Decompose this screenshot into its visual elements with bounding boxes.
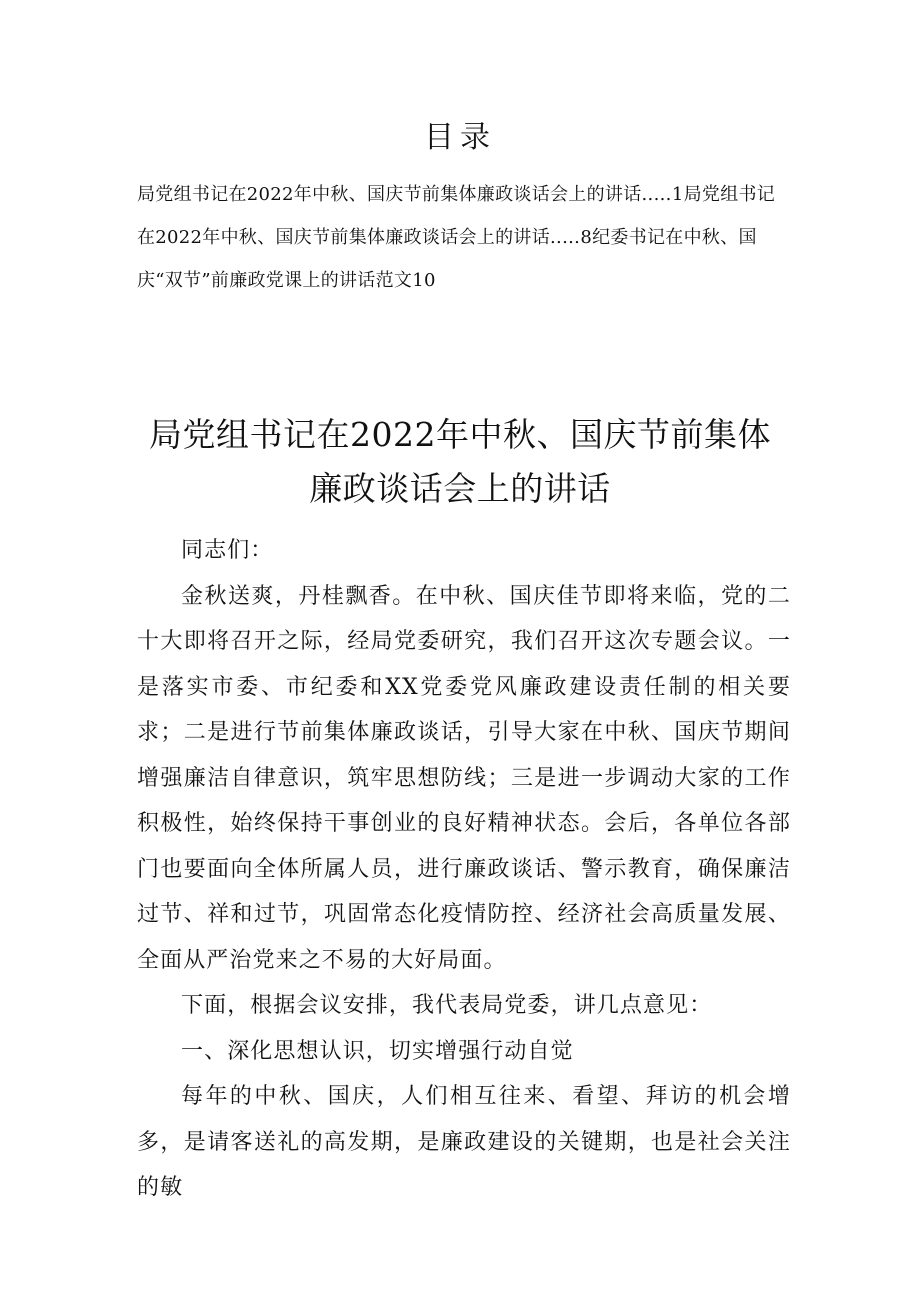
body-paragraph: 每年的中秋、国庆，人们相互往来、看望、拜访的机会增多，是请客送礼的高发期，是廉政建设的关键期，也是社会关注的敏 (137, 1084, 791, 1200)
section-heading: 一、深化思想认识，切实增强行动自觉 (181, 1038, 574, 1064)
document-title (100, 408, 820, 516)
document-title-line: 廉政谈话会上的讲话 (309, 469, 611, 508)
toc-title: 目录 (424, 120, 496, 155)
document-title-line: 局党组书记在2022年中秋、国庆节前集体 (149, 415, 771, 454)
document-body (137, 528, 791, 1211)
salutation: 同志们： (181, 538, 274, 563)
toc-entries: 局党组书记在2022年中秋、国庆节前集体廉政谈话会上的讲话..…1局党组书记在2022年中秋、国庆节前集体廉政谈话会上的讲话..…8纪委书记在中秋、国庆“双节”前廉政党课上的讲话范文10 (137, 184, 776, 291)
body-paragraph: 金秋送爽，丹桂飘香。在中秋、国庆佳节即将来临，党的二十大即将召开之际，经局党委研究，我们召开这次专题会议。一是落实市委、市纪委和XX党委党风廉政建设责任制的相关要求；二是进行节前集体廉政谈话，引导大家在中秋、国庆节期间增强廉洁自律意识，筑牢思想防线；三是进一步调动大家的工作积极性，始终保持干事创业的良好精神状态。会后，各单位各部门也要面向全体所属人员，进行廉政谈话、警示教育，确保廉洁过节、祥和过节，巩固常态化疫情防控、经济社会高质量发展、全面从严治党来之不易的大好局面。 (137, 583, 791, 973)
body-paragraph: 下面，根据会议安排，我代表局党委，讲几点意见： (181, 993, 713, 1018)
